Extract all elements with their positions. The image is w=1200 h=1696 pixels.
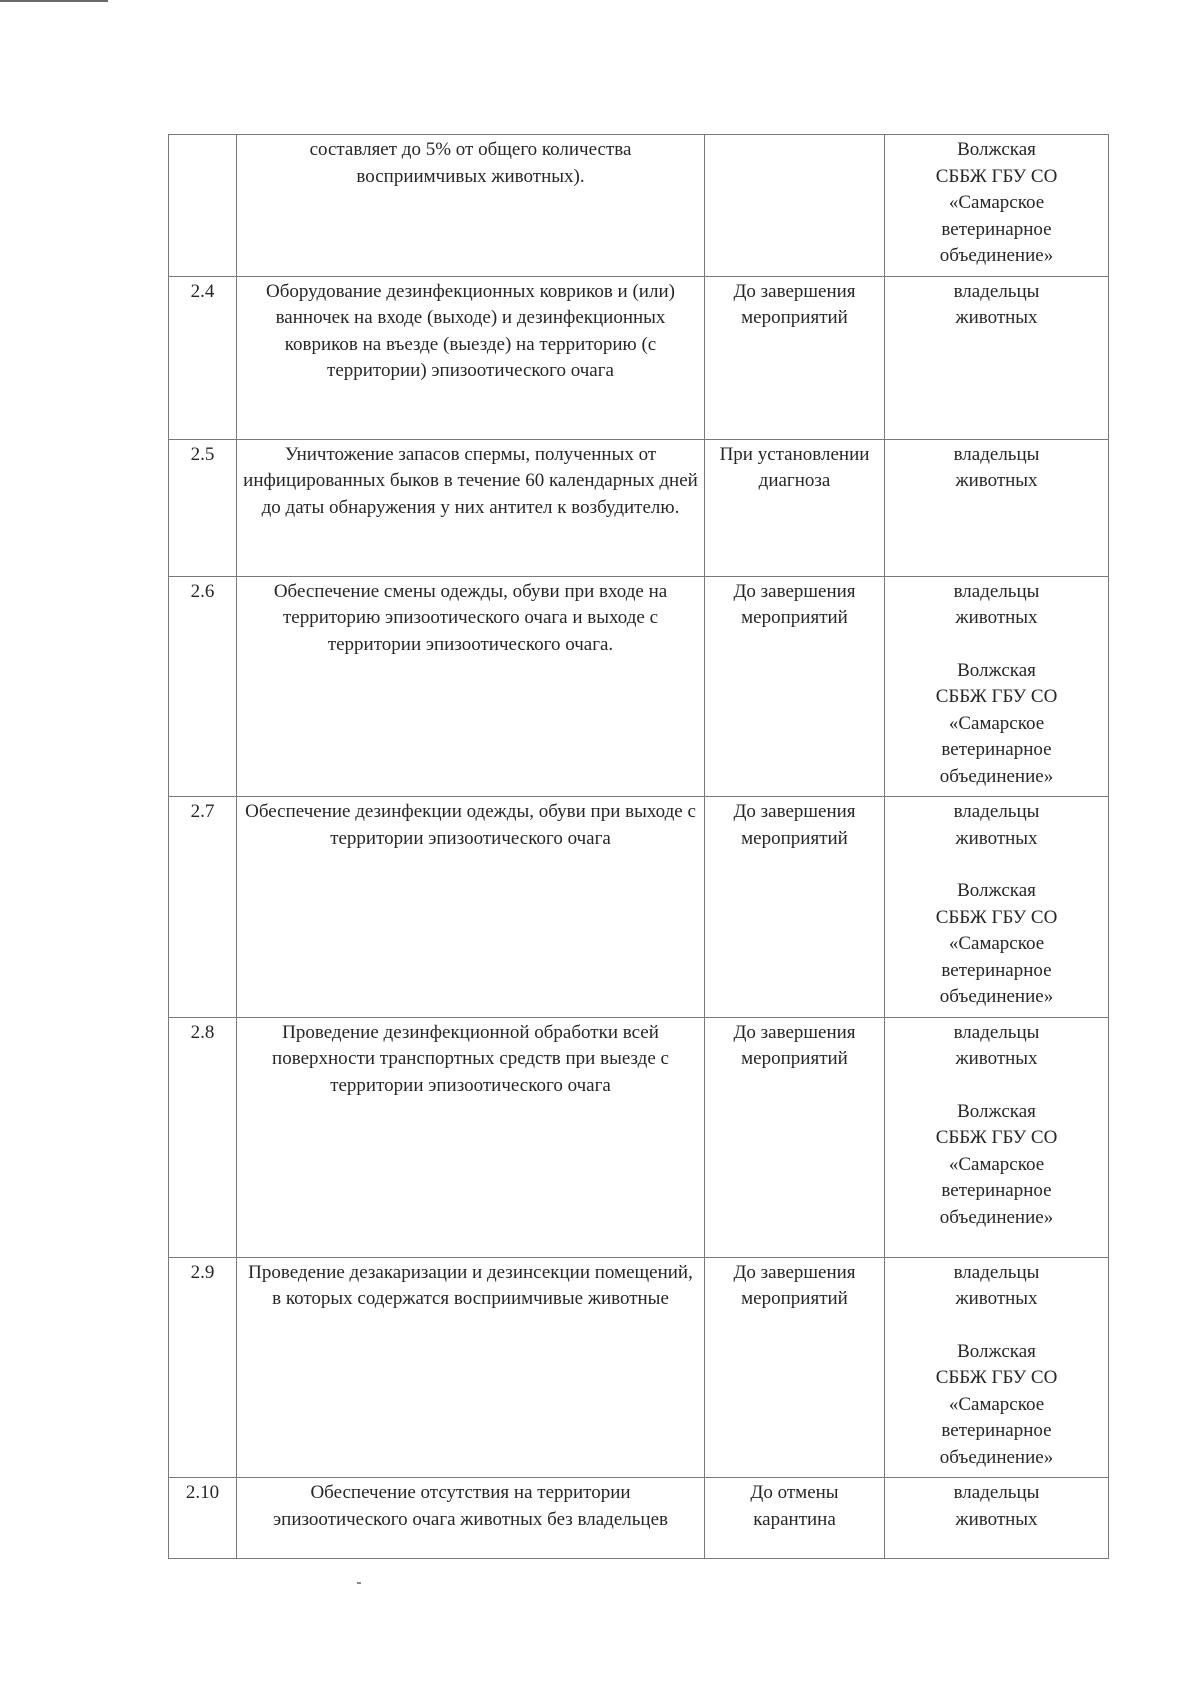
responsible-line: Волжская [957, 1100, 1036, 1122]
row-number: 2.8 [169, 1017, 237, 1257]
row-action: Оборудование дезинфекционных ковриков и (или) ванночек на входе (выходе) и дезинфекционных ковриков на въезде (выезде) на территорию (с территории) эпизоотического очага [237, 276, 705, 439]
table-row [169, 797, 1109, 1018]
responsible-line: Волжская [957, 659, 1036, 681]
responsible-line: животных [955, 827, 1038, 849]
row-term: До завершения мероприятий [705, 797, 885, 1018]
responsible-line: владельцы [953, 1261, 1040, 1283]
row-term: До завершения мероприятий [705, 276, 885, 439]
responsible-line: СББЖ ГБУ СО [935, 1367, 1058, 1388]
measures-table [168, 134, 1109, 1559]
responsible-line: объединение» [939, 765, 1054, 787]
responsible-line: животных [955, 470, 1038, 491]
responsible-line: «Самарское [948, 712, 1045, 734]
row-term [705, 135, 885, 277]
row-number: 2.7 [169, 797, 237, 1018]
responsible-line: Волжская [957, 1340, 1036, 1362]
row-number [169, 135, 237, 277]
responsible-line: ветеринарное [941, 1180, 1052, 1201]
row-number: 2.5 [169, 439, 237, 576]
row-action: Проведение дезинфекционной обработки всей поверхности транспортных средств при выезде с территории эпизоотического очага [237, 1017, 705, 1257]
responsible-line: Волжская [957, 880, 1036, 901]
row-action: Обеспечение дезинфекции одежды, обуви при выходе с территории эпизоотического очага [237, 797, 705, 1018]
responsible-spacer [891, 1313, 1102, 1339]
responsible-line: объединение» [939, 1446, 1054, 1468]
row-responsible [885, 797, 1109, 1018]
row-responsible [885, 439, 1109, 576]
table-row [169, 576, 1109, 797]
responsible-line: владельцы [953, 580, 1040, 602]
responsible-line: объединение» [939, 245, 1054, 266]
responsible-line: владельцы [953, 1021, 1040, 1043]
responsible-line: «Самарское [948, 1153, 1045, 1175]
responsible-line: СББЖ ГБУ СО [935, 165, 1058, 187]
row-number: 2.4 [169, 276, 237, 439]
responsible-line: Волжская [957, 139, 1036, 160]
row-responsible [885, 1017, 1109, 1257]
responsible-line: животных [955, 1288, 1038, 1309]
responsible-line: «Самарское [948, 192, 1045, 213]
responsible-line: животных [955, 1508, 1038, 1530]
responsible-line: ветеринарное [941, 739, 1052, 760]
responsible-line: СББЖ ГБУ СО [935, 1127, 1058, 1148]
row-responsible [885, 576, 1109, 797]
row-action: Обеспечение отсутствия на территории эпизоотического очага животных без владельцев [237, 1478, 705, 1559]
responsible-line: владельцы [953, 280, 1040, 302]
row-number: 2.9 [169, 1257, 237, 1478]
row-responsible [885, 1478, 1109, 1559]
row-number: 2.6 [169, 576, 237, 797]
responsible-spacer [891, 852, 1102, 878]
responsible-line: объединение» [939, 1206, 1054, 1228]
responsible-line: ветеринарное [941, 1420, 1052, 1441]
row-action: Проведение дезакаризации и дезинсекции помещений, в которых содержатся восприимчивые животные [237, 1257, 705, 1478]
row-term: До завершения мероприятий [705, 1257, 885, 1478]
responsible-line: СББЖ ГБУ СО [935, 906, 1058, 928]
row-term: До отмены карантина [705, 1478, 885, 1559]
table-row [169, 1478, 1109, 1559]
row-responsible [885, 135, 1109, 277]
responsible-line: животных [955, 607, 1038, 628]
responsible-line: объединение» [939, 986, 1054, 1007]
table-row [169, 1017, 1109, 1257]
scan-corner-mark [0, 0, 108, 2]
row-number: 2.10 [169, 1478, 237, 1559]
responsible-line: владельцы [953, 1482, 1040, 1503]
table-row [169, 1257, 1109, 1478]
responsible-line: СББЖ ГБУ СО [935, 686, 1058, 707]
responsible-line: ветеринарное [941, 218, 1052, 240]
row-action: составляет до 5% от общего количества восприимчивых животных). [237, 135, 705, 277]
row-responsible [885, 1257, 1109, 1478]
row-term: При установлении диагноза [705, 439, 885, 576]
responsible-line: животных [955, 307, 1038, 328]
responsible-spacer [891, 632, 1102, 658]
responsible-line: «Самарское [948, 933, 1045, 954]
responsible-line: ветеринарное [941, 959, 1052, 981]
responsible-line: «Самарское [948, 1393, 1045, 1415]
row-responsible [885, 276, 1109, 439]
responsible-line: владельцы [953, 801, 1040, 822]
table-row [169, 439, 1109, 576]
table-row [169, 276, 1109, 439]
row-term: До завершения мероприятий [705, 576, 885, 797]
scan-speck [357, 1582, 361, 1584]
responsible-line: владельцы [953, 443, 1040, 465]
table-row [169, 135, 1109, 277]
row-action: Уничтожение запасов спермы, полученных от инфицированных быков в течение 60 календарных дней до даты обнаружения у них антител к возбудителю. [237, 439, 705, 576]
responsible-spacer [891, 1073, 1102, 1099]
row-action: Обеспечение смены одежды, обуви при входе на территорию эпизоотического очага и выходе с территории эпизоотического очага. [237, 576, 705, 797]
row-term: До завершения мероприятий [705, 1017, 885, 1257]
responsible-line: животных [955, 1048, 1038, 1069]
